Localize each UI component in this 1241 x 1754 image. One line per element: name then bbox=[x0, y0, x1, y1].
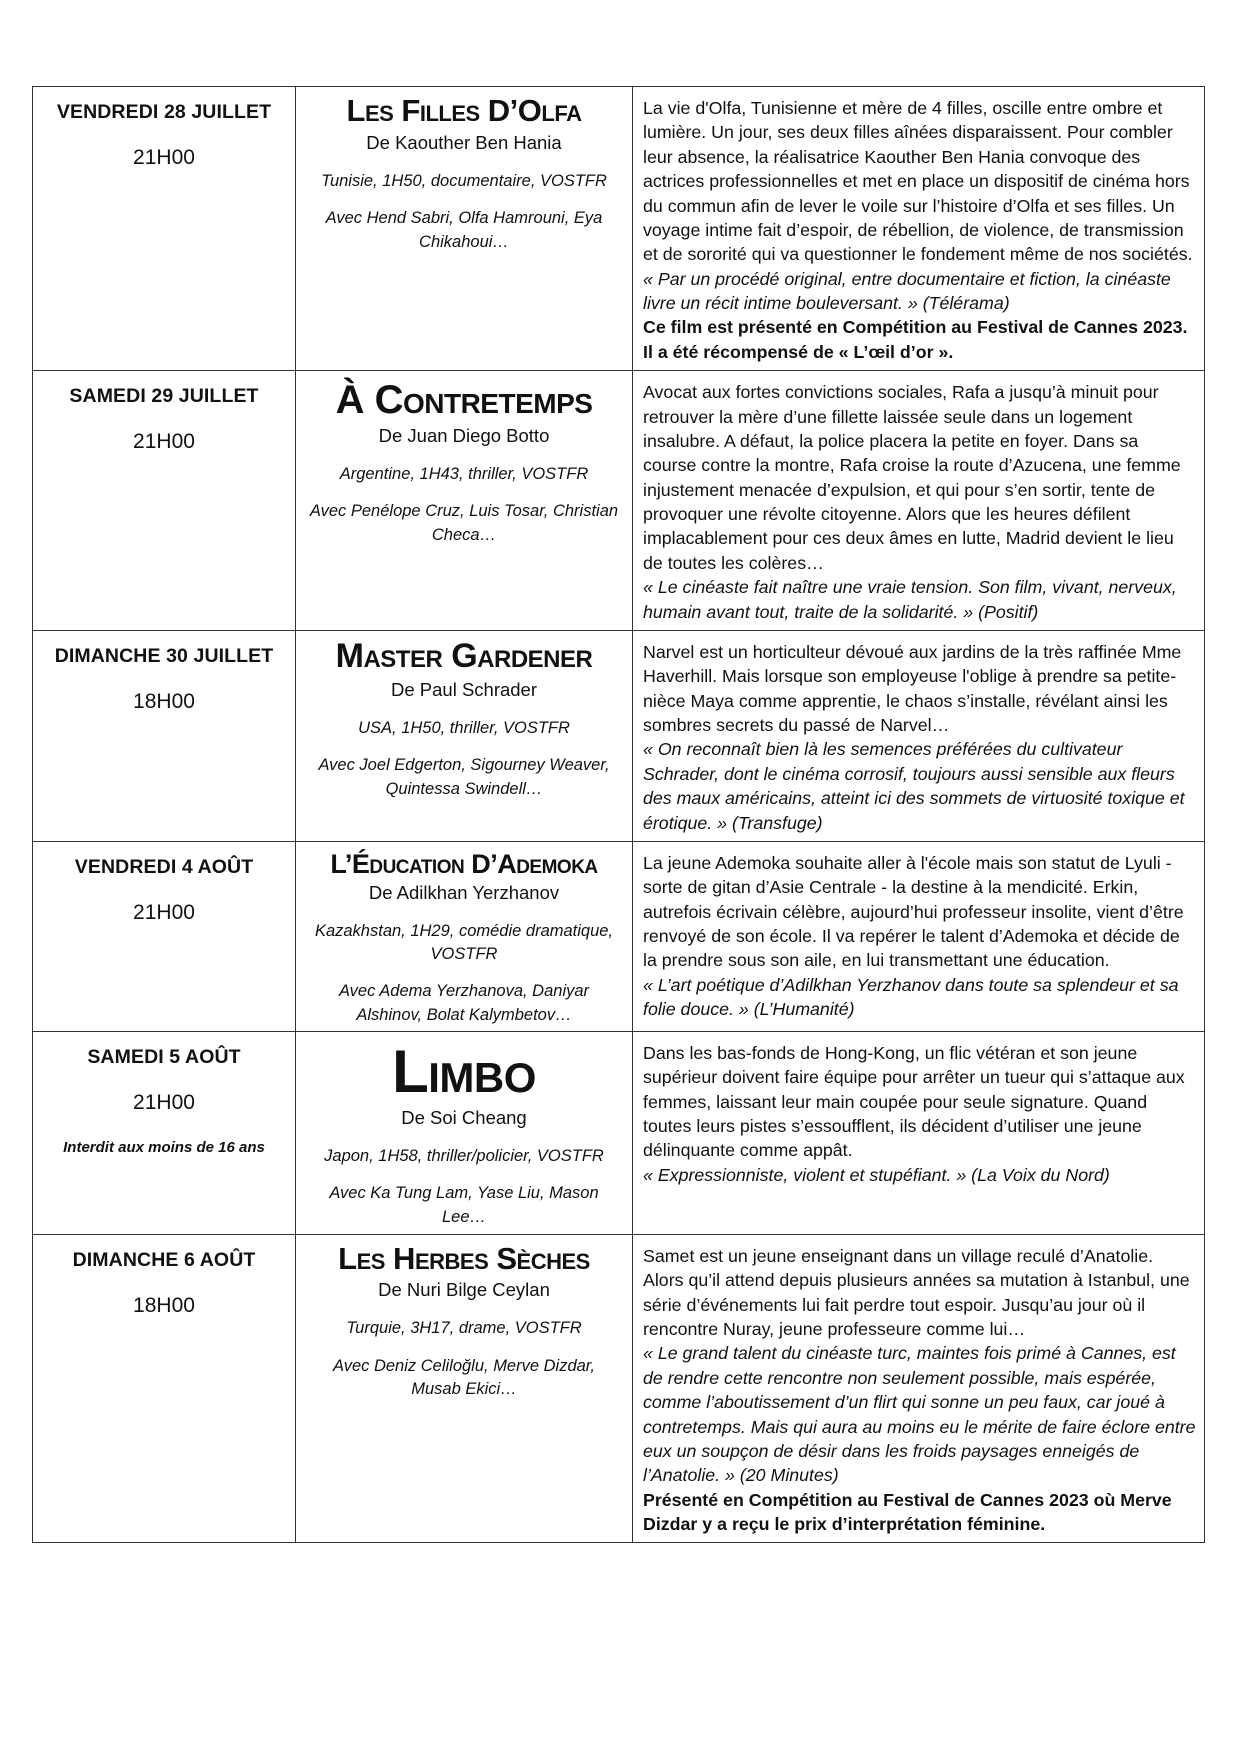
screening-date: SAMEDI 29 JUILLET bbox=[69, 385, 259, 408]
screening-date: DIMANCHE 30 JUILLET bbox=[54, 644, 274, 667]
film-cell bbox=[296, 371, 633, 631]
screening-time: 21H00 bbox=[133, 900, 195, 924]
film-director: De Adilkhan Yerzhanov bbox=[368, 882, 560, 904]
screening-time: 21H00 bbox=[133, 430, 195, 454]
description-cell bbox=[633, 630, 1205, 841]
film-row bbox=[33, 371, 1205, 631]
film-director: De Juan Diego Botto bbox=[378, 425, 550, 447]
film-synopsis: La vie d'Olfa, Tunisienne et mère de 4 filles, oscille entre ombre et lumière. Un jour, ses deux filles aînées disparaissent. Pour combler leur absence, la réalisatrice Kaouther Ben Hania convoque des actrices professionnelles et met en place un dispositif de cinéma hors du commun afin de lever le voile sur l’histoire d’Olfa et ses filles. Un voyage intime fait d’espoir, de rébellion, de violence, de transmission et de sororité qui va questionner le fondement même de nos sociétés. bbox=[643, 98, 1193, 265]
film-title: Master Gardener bbox=[335, 636, 593, 675]
screening-date: DIMANCHE 6 AOÛT bbox=[72, 1248, 256, 1271]
press-quote: « Le grand talent du cinéaste turc, maintes fois primé à Cannes, est de rendre cette rencontre non seulement possible, mais espérée, comme l’aboutissement d’un flirt qui sonne un peu faux, car joué à contretemps. Mais qui aura au moins eu le mérite de faire éclore entre eux un soupçon de désir dans les froids paysages enneigés de l’Anatolie. » (20 Minutes) bbox=[643, 1343, 1196, 1486]
film-cell bbox=[296, 1031, 633, 1234]
film-cast: Avec Ka Tung Lam, Yase Liu, Mason Lee… bbox=[329, 1183, 599, 1226]
description-cell bbox=[633, 371, 1205, 631]
film-cast: Avec Adema Yerzhanova, Daniyar Alshinov, Bolat Kalymbetov… bbox=[338, 982, 590, 1025]
schedule-table bbox=[32, 86, 1205, 1543]
screening-cell bbox=[33, 1031, 296, 1234]
screening-cell bbox=[33, 630, 296, 841]
festival-award: Présenté en Compétition au Festival de Cannes 2023 où Merve Dizdar y a reçu le prix d’interprétation féminine. bbox=[643, 1489, 1172, 1534]
film-cell bbox=[296, 841, 633, 1031]
film-info: USA, 1H50, thriller, VOSTFR bbox=[358, 718, 570, 737]
press-quote: « On reconnaît bien là les semences préférées du cultivateur Schrader, dont le cinéma corrosif, toujours aussi sensible aux fleurs des maux américains, atteint ici des sommets de virtuosité toxique et érotique. » (Transfuge) bbox=[643, 739, 1185, 833]
screening-time: 18H00 bbox=[133, 1293, 195, 1317]
film-cast: Avec Penélope Cruz, Luis Tosar, Christian Checa… bbox=[309, 502, 619, 545]
film-synopsis: Dans les bas-fonds de Hong-Kong, un flic vétéran et son jeune supérieur doivent faire équipe pour arrêter un tueur qui s’attaque aux femmes, laissant leur main coupée pour seule signature. Quand toutes leurs pistes s’essoufflent, ils décident d’utiliser une jeune délinquante comme appât. bbox=[643, 1042, 1185, 1161]
screening-date: VENDREDI 4 AOÛT bbox=[74, 855, 254, 878]
screening-time: 21H00 bbox=[133, 146, 195, 169]
screening-date: SAMEDI 5 AOÛT bbox=[87, 1045, 241, 1068]
film-info: Argentine, 1H43, thriller, VOSTFR bbox=[339, 465, 589, 484]
film-info: Tunisie, 1H50, documentaire, VOSTFR bbox=[321, 171, 607, 190]
film-cell bbox=[296, 1234, 633, 1543]
film-synopsis: La jeune Ademoka souhaite aller à l'école mais son statut de Lyuli - sorte de gitan d’Asie Centrale - la destine à la mendicité. Erkin, autrefois écrivain célèbre, aujourd’hui professeur insolite, vient d’être renvoyé de son école. Il va repérer le talent d’Ademoka et décide de la prendre sous son aile, en lui transmettant une éducation. bbox=[643, 852, 1184, 971]
screening-time: 21H00 bbox=[133, 1090, 195, 1114]
film-director: De Kaouther Ben Hania bbox=[366, 131, 562, 153]
screening-cell bbox=[33, 1234, 296, 1543]
film-row bbox=[33, 1234, 1205, 1543]
press-quote: « Le cinéaste fait naître une vraie tension. Son film, vivant, nerveux, humain avant tout, traite de la solidarité. » (Positif) bbox=[643, 577, 1177, 622]
film-director: De Paul Schrader bbox=[390, 678, 538, 700]
screening-cell bbox=[33, 371, 296, 631]
description-cell bbox=[633, 87, 1205, 371]
film-info: Japon, 1H58, thriller/policier, VOSTFR bbox=[324, 1146, 604, 1165]
film-row bbox=[33, 630, 1205, 841]
film-info: Turquie, 3H17, drame, VOSTFR bbox=[346, 1319, 582, 1338]
press-quote: « Par un procédé original, entre documentaire et fiction, la cinéaste livre un récit intime bouleversant. » (Télérama) bbox=[643, 268, 1171, 313]
film-title: À Contretemps bbox=[335, 378, 593, 423]
screening-cell bbox=[33, 87, 296, 371]
film-title: L’Éducation D’Ademoka bbox=[330, 848, 598, 879]
film-schedule bbox=[32, 86, 1204, 1543]
screening-date: VENDREDI 28 JUILLET bbox=[56, 101, 272, 123]
film-cell bbox=[296, 87, 633, 371]
film-title: Limbo bbox=[392, 1037, 536, 1105]
film-row bbox=[33, 841, 1205, 1031]
description-cell bbox=[633, 1031, 1205, 1234]
film-synopsis: Samet est un jeune enseignant dans un village reculé d’Anatolie. Alors qu’il attend depuis plusieurs années sa mutation à Istanbul, une série d’événements lui fait perdre tout espoir. Jusqu’au jour où il rencontre Nuray, jeune professeure comme lui… bbox=[643, 1245, 1190, 1339]
press-quote: « Expressionniste, violent et stupéfiant. » (La Voix du Nord) bbox=[643, 1164, 1110, 1185]
film-info: Kazakhstan, 1H29, comédie dramatique, VOSTFR bbox=[314, 922, 614, 964]
film-cast: Avec Hend Sabri, Olfa Hamrouni, Eya Chikahoui… bbox=[325, 208, 603, 251]
screening-time: 18H00 bbox=[133, 689, 195, 713]
film-synopsis: Avocat aux fortes convictions sociales, Rafa a jusqu’à minuit pour retrouver la mère d’une fillette laissée seule dans un logement insalubre. A défaut, la police placera la petite en foyer. Dans sa course contre la montre, Rafa croise la route d’Azucena, une femme injustement menacée d’expulsion, et qui pour s’en sortir, tente de provoquer une révolte citoyenne. Alors que les heures défilent implacablement pour ces deux âmes en lutte, Madrid devient le lieu de toutes les colères… bbox=[643, 382, 1181, 573]
festival-award: Ce film est présenté en Compétition au Festival de Cannes 2023. Il a été récompensé de « L’œil d’or ». bbox=[643, 317, 1188, 362]
description-cell bbox=[633, 1234, 1205, 1543]
screening-cell bbox=[33, 841, 296, 1031]
film-cast: Avec Deniz Celiloğlu, Merve Dizdar, Musab Ekici… bbox=[333, 1356, 595, 1399]
film-row bbox=[33, 1031, 1205, 1234]
film-row bbox=[33, 87, 1205, 371]
film-cast: Avec Joel Edgerton, Sigourney Weaver, Quintessa Swindell… bbox=[318, 755, 610, 798]
age-restriction: Interdit aux moins de 16 ans bbox=[63, 1138, 265, 1156]
description-cell bbox=[633, 841, 1205, 1031]
film-synopsis: Narvel est un horticulteur dévoué aux jardins de la très raffinée Mme Haverhill. Mais lorsque son employeuse l'oblige à prendre sa petite-nièce Maya comme apprentie, le chaos s’installe, révélant ainsi les sombres secrets du passé de Narvel… bbox=[643, 641, 1182, 735]
film-director: De Soi Cheang bbox=[401, 1106, 527, 1128]
film-title: Les Herbes Sèches bbox=[338, 1240, 590, 1276]
film-director: De Nuri Bilge Ceylan bbox=[378, 1279, 550, 1301]
film-title: Les Filles D’Olfa bbox=[346, 93, 582, 128]
press-quote: « L’art poétique d’Adilkhan Yerzhanov dans toute sa splendeur et sa folie douce. » (L’Humanité) bbox=[643, 974, 1179, 1020]
film-cell bbox=[296, 630, 633, 841]
